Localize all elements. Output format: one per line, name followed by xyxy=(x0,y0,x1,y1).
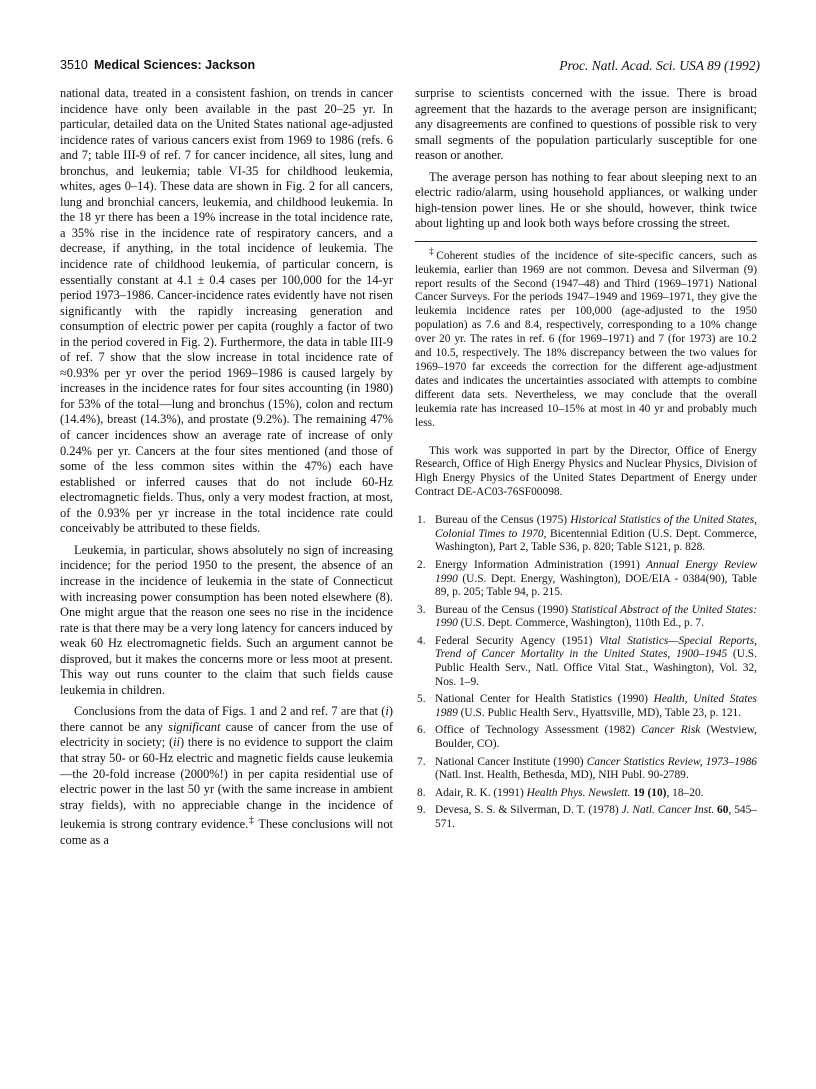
reference-item: 2. Energy Information Administration (1991) Annual Energy Review 1990 (U.S. Dept. Energy, Washington), DOE/EIA - 0384(90), Table 89, p. 205; Table 94, p. 215. xyxy=(417,558,757,599)
body-paragraph: Leukemia, in particular, shows absolutely no sign of increasing incidence; for the period 1950 to the present, the absence of an increase in the incidence of leukemia in the state of Connecticut with increasing power consumption has been noted elsewhere (8). One might argue that the reason one sees no rise in the incidence rate is that there may be a very long latency for cancers induced by weak 60 Hz electromagnetic fields. Such an argument cannot be disproved, but it makes the concerns more or less moot at present. This way out runs counter to the claim that such fields cause leukemia in children. xyxy=(60,542,393,697)
reference-item: 5. National Center for Health Statistics (1990) Health, United States 1989 (U.S. Public Health Serv., Hyattsville, MD), Table 23, p. 121. xyxy=(417,693,757,719)
body-paragraph: surprise to scientists concerned with the issue. There is broad agreement that the hazards to the average person are insignificant; any disagreements are confined to questions of possible risk to very small segments of the population particularly susceptible for one reason or another. xyxy=(415,86,757,163)
footnote-divider xyxy=(415,241,757,242)
reference-list xyxy=(415,514,757,831)
running-header xyxy=(60,58,760,76)
reference-item: 6. Office of Technology Assessment (1982) Cancer Risk (Westview, Boulder, CO). xyxy=(417,724,757,751)
body-paragraph: The average person has nothing to fear about sleeping next to an electric radio/alarm, using household appliances, or walking under high-tension power lines. He or she should, however, think twice about lighting up and look both ways before crossing the street. xyxy=(415,169,757,231)
footnote-marker: ‡ xyxy=(248,815,255,827)
right-column xyxy=(415,86,757,836)
reference-item: 8. Adair, R. K. (1991) Health Phys. Newslett. 19 (10), 18–20. xyxy=(417,786,704,799)
reference-item: 3. Bureau of the Census (1990) Statistical Abstract of the United States: 1990 (U.S. Dept. Commerce, Washington), 110th Ed., p. 7. xyxy=(417,603,757,630)
journal-citation: Proc. Natl. Acad. Sci. USA 89 (1992) xyxy=(559,58,760,73)
footnote-marker: ‡ xyxy=(429,246,437,257)
acknowledgment: This work was supported in part by the Director, Office of Energy Research, Office of High Energy Physics and Nuclear Physics, Division of High Energy Physics of the United States Department of Energy under Contract DE-AC03-76SF00098. xyxy=(415,444,757,499)
reference-item: 9. Devesa, S. S. & Silverman, D. T. (1978) J. Natl. Cancer Inst. 60, 545–571. xyxy=(417,804,757,830)
footnote: ‡Coherent studies of the incidence of site-specific cancers, such as leukemia, earlier than 1969 are not common. Devesa and Silverman (9) report results of the Second (1947–48) and Third (1969–1971) National Cancer Surveys. For the periods 1947–1949 and 1969–1971, they give the leukemia incidence rates per 100,000 (age-adjusted to the 1950 population) as 7.6 and 8.4, respectively, corresponding to a 10% change over 20 yr. The rates in ref. 6 (for 1969–1971) and 7 (for 1973) are 10.2 and 10.5, respectively. The 18% discrepancy between the two values for 1969–1970 far exceeds the correction for the different age-adjustment dates and indicates the uncertainties associated with attempts to combine different data sets. Nevertheless, we may conclude that the overall leukemia rate has increased 10–15% at most in 40 yr and probably much less. xyxy=(415,246,757,429)
page-number: 3510 xyxy=(60,58,88,72)
reference-item: 7. National Cancer Institute (1990) Cancer Statistics Review, 1973–1986 (Natl. Inst. Health, Bethesda, MD), NIH Publ. 90-2789. xyxy=(417,755,757,782)
left-column xyxy=(60,86,393,848)
body-paragraph-conclusions: Conclusions from the data of Figs. 1 and 2 and ref. 7 are that (i) there cannot be any significant cause of cancer from the use of electricity in society; (ii) there is no evidence to support the claim that stray 50- or 60-Hz electric and magnetic fields cause leukemia—the 20-fold increase (2000%!) in per capita residential use of electric power in the last 50 yr (with the same increase in ambient stray fields), with no appreciable change in the incidence of leukemia is strong contrary evidence.‡ These conclusions will not come as a xyxy=(60,704,393,847)
reference-item: 4. Federal Security Agency (1951) Vital Statistics—Special Reports, Trend of Cancer Mortality in the United States, 1900–1945 (U.S. Public Health Serv., Natl. Office Vital Stat., Washington), Vol. 32, Nos. 1–9. xyxy=(417,634,757,688)
reference-item: 1. Bureau of the Census (1975) Historical Statistics of the United States, Colonial Times to 1970, Bicentennial Edition (U.S. Dept. Commerce, Washington), Part 2, Table S36, p. 820; Table S121, p. 828. xyxy=(417,514,757,554)
body-paragraph: national data, treated in a consistent fashion, on trends in cancer incidence have only been available in the past 20–25 yr. In particular, detailed data on the United States national age-adjusted incidence rates of various cancers exist from 1969 to 1986 (refs. 6 and 7; table III-9 of ref. 7 for cancer incidence, all sites, lung and bronchus, and leukemia; table VI-35 for childhood leukemia, whites, ages 0–14). These data are shown in Fig. 2 for all cancers, lung and bronchial cancers, leukemia, and childhood leukemia. In the 18 yr there has been a 19% increase in the total incidence rate, a 35% rise in the incidence rate of respiratory cancers, and a decrease, if anything, in the total incidence of leukemia. The incidence rate of childhood leukemia, of particular concern, is essentially constant at 4.1 ± 0.4 cases per 100,000 for the 14-yr period 1973–1986. Cancer-incidence rates evidently have not risen significantly with the rapidly increasing generation and consumption of electric power per capita (roughly a factor of two in the period covered in Fig. 2). Furthermore, the data in table III-9 of ref. 7 show that the slow increase in total incidence rate of ≈0.93% per yr over the period 1969–1986 is caused largely by increases in the incidence rates for four sites accounting (in 1980) for 53% of the total—lung and bronchus (15%), colon and rectum (14.4%), breast (14.3%), and prostate (9.2%). The remaining 47% of cancer incidences show an average rate of increase of only 0.24% per yr. Cancers at the four sites mentioned (and those of some of the less common sites within the 47%) each have established or inferred causes that do not include 60-Hz electromagnetic fields. Thus, only a very modest fraction, at most, of the 0.93% per yr increase in the total incidence rate could conceivably be attributed to these fields. xyxy=(60,86,393,536)
section-title: Medical Sciences: Jackson xyxy=(94,58,256,72)
